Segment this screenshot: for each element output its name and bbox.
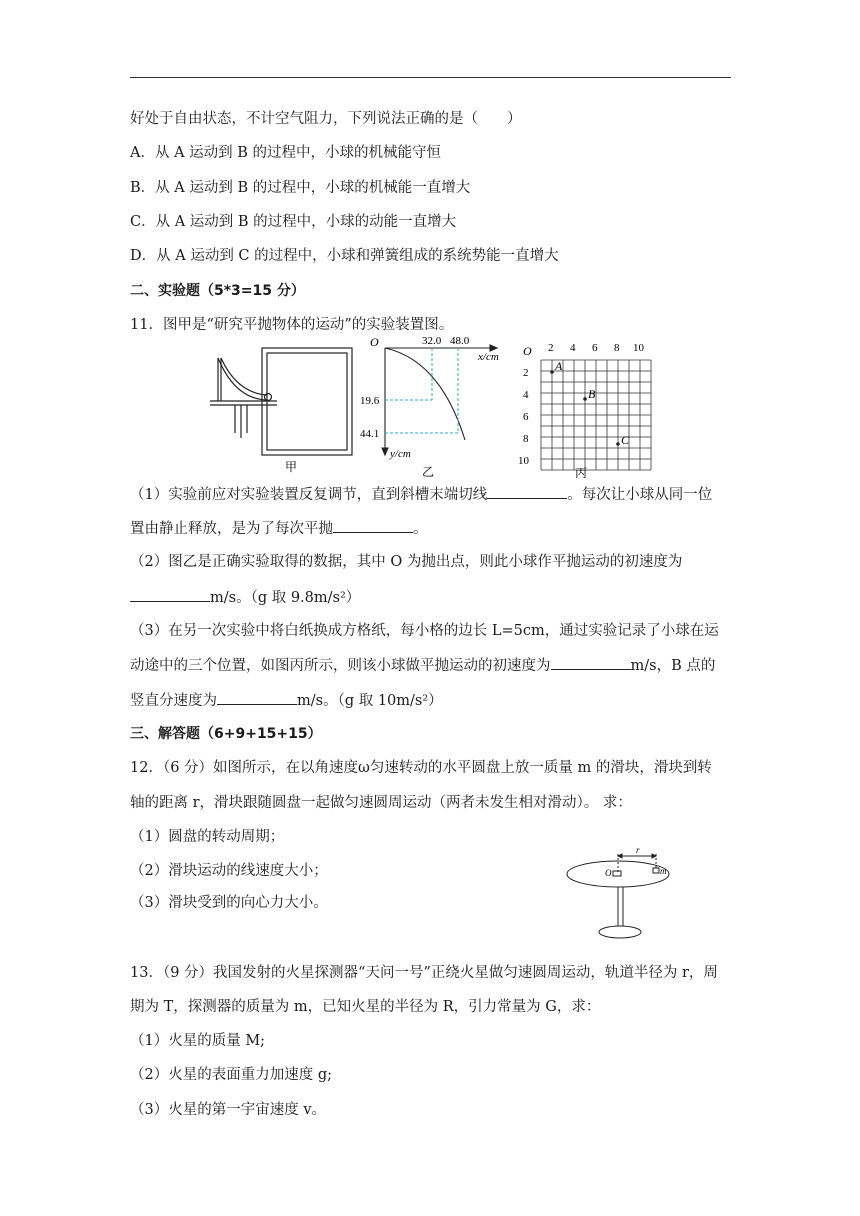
point-a-label: A — [555, 359, 563, 373]
figure-jia — [205, 343, 360, 479]
yi-ytick: 19.6 — [360, 395, 380, 407]
bing-xtick: 2 — [548, 342, 554, 354]
bing-ytick: 8 — [523, 433, 529, 445]
yi-ylabel: y/cm — [390, 448, 411, 460]
caption-yi: 乙 — [422, 465, 435, 479]
q11-part2-line1: （2）图乙是正确实验取得的数据，其中 O 为抛出点，则此小球作平抛运动的初速度为 — [130, 554, 683, 570]
text: m/s。（g 取 10m/s²） — [297, 693, 443, 709]
bing-xtick: 6 — [592, 342, 598, 354]
q13-part1: （1）火星的质量 M; — [130, 1033, 266, 1049]
bing-xtick: 8 — [614, 342, 620, 354]
text: 。 — [413, 521, 428, 537]
q11-part3-line1: （3）在另一次实验中将白纸换成方格纸，每小格的边长 L=5cm，通过实验记录了小球在运 — [130, 623, 719, 639]
q10-tail: 好处于自由状态，不计空气阻力，下列说法正确的是（ ） — [130, 111, 522, 127]
text: 竖直分速度为 — [130, 693, 217, 709]
yi-xtick: 32.0 — [422, 335, 442, 347]
point-b-label: B — [588, 387, 596, 401]
q11-part1-line1 — [130, 484, 712, 505]
point-c-label: C — [621, 433, 630, 447]
text: m/s。（g 取 9.8m/s²） — [210, 590, 361, 606]
point-b — [583, 397, 587, 401]
bing-ytick: 6 — [523, 411, 529, 423]
bing-ytick: 10 — [518, 455, 529, 467]
figure-yi — [360, 330, 520, 480]
option-b: B．从 A 运动到 B 的过程中，小球的机械能一直增大 — [130, 180, 471, 196]
disk-mass-label: m — [660, 866, 667, 876]
yi-xtick: 48.0 — [450, 335, 470, 347]
section-2-heading: 二、实验题（5*3=15 分） — [130, 283, 305, 299]
q11-part2-line2 — [130, 587, 360, 608]
q13-part2: （2）火星的表面重力加速度 g; — [130, 1067, 333, 1083]
disk-center-label: O — [605, 868, 612, 878]
bing-ytick: 2 — [523, 367, 529, 379]
answer-blank[interactable] — [551, 655, 631, 670]
bing-xtick: 4 — [570, 342, 576, 354]
yi-origin: O — [370, 335, 379, 349]
point-c — [616, 442, 620, 446]
figure-turntable — [560, 840, 680, 945]
answer-blank[interactable] — [217, 690, 297, 705]
q11-part3-line3 — [130, 690, 443, 711]
point-a — [550, 370, 554, 374]
text: 动途中的三个位置，如图丙所示，则该小球做平抛运动的初速度为 — [130, 658, 551, 674]
q11-stem: 11．图甲是“研究平抛物体的运动”的实验装置图。 — [130, 317, 454, 333]
text: m/s，B 点的 — [630, 658, 716, 674]
q11-part1-line2 — [130, 518, 428, 539]
figure-bing — [518, 340, 658, 480]
q11-part3-line2 — [130, 655, 715, 676]
caption-jia: 甲 — [285, 460, 298, 474]
bing-xtick: 10 — [633, 342, 644, 354]
yi-xlabel: x/cm — [478, 351, 499, 363]
q13-part3: （3）火星的第一宇宙速度 v。 — [130, 1102, 327, 1118]
disk-radius-label: r — [636, 845, 640, 855]
section-3-heading: 三、解答题（6+9+15+15） — [130, 726, 322, 742]
q12-stem-line1: 12．（6 分）如图所示，在以角速度ω匀速转动的水平圆盘上放一质量 m 的滑块，滑块到转 — [130, 760, 712, 776]
option-d: D．从 A 运动到 C 的过程中，小球和弹簧组成的系统势能一直增大 — [130, 248, 559, 264]
bing-origin: O — [523, 344, 532, 358]
caption-bing: 丙 — [575, 466, 588, 480]
answer-blank[interactable] — [130, 587, 210, 602]
q12-part1: （1）圆盘的转动周期； — [130, 829, 285, 845]
answer-blank[interactable] — [333, 518, 413, 533]
header-rule — [130, 77, 731, 78]
q13-stem-line1: 13．（9 分）我国发射的火星探测器“天问一号”正绕火星做匀速圆周运动，轨道半径为 r，周 — [130, 965, 718, 981]
answer-blank[interactable] — [487, 484, 567, 499]
q12-part2: （2）滑块运动的线速度大小； — [130, 863, 328, 879]
text: 置由静止释放，是为了每次平抛 — [130, 521, 333, 537]
q12-part3: （3）滑块受到的向心力大小。 — [130, 895, 328, 911]
text: （1）实验前应对实验装置反复调节，直到斜槽末端切线 — [130, 487, 488, 503]
option-a: A．从 A 运动到 B 的过程中，小球的机械能守恒 — [130, 145, 442, 161]
text: 。每次让小球从同一位 — [567, 487, 713, 503]
option-c: C．从 A 运动到 B 的过程中，小球的动能一直增大 — [130, 214, 457, 230]
bing-ytick: 4 — [523, 389, 529, 401]
q12-stem-line2: 轴的距离 r，滑块跟随圆盘一起做匀速圆周运动（两者未发生相对滑动）。 求： — [130, 795, 632, 811]
q13-stem-line2: 期为 T，探测器的质量为 m，已知火星的半径为 R，引力常量为 G，求： — [130, 999, 601, 1015]
yi-ytick: 44.1 — [360, 428, 380, 440]
